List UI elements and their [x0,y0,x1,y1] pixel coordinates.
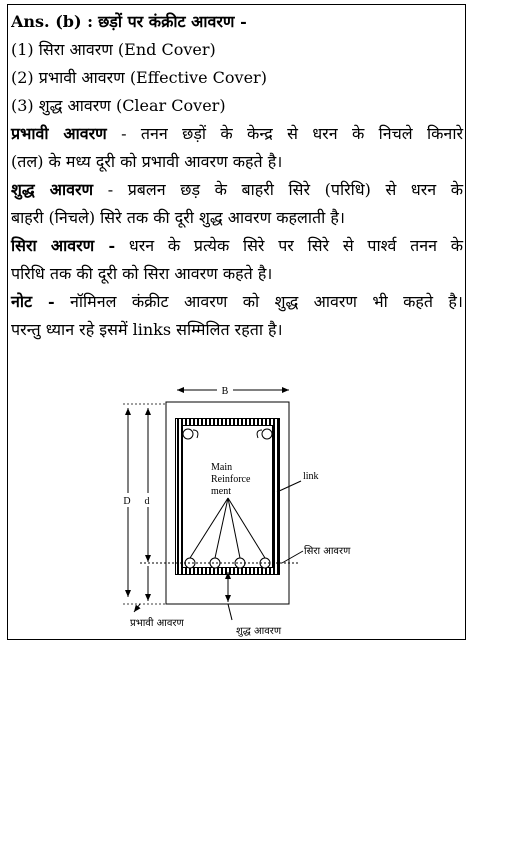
answer-prefix: Ans. (b) : [11,12,93,31]
answer-text [11,8,463,344]
note-text: नॉमिनल कंक्रीट आवरण को शुद्ध आवरण भी कहते है। [54,292,463,311]
answer-title: छड़ों पर कंक्रीट आवरण - [98,12,247,31]
main-reinforcement-label-3: ment [211,486,231,497]
definition-end-cover [11,232,463,260]
cover-type-3: (3) शुद्ध आवरण (Clear Cover) [11,96,226,115]
top-bar-right [262,429,272,439]
effective-cover-label: प्रभावी आवरण [130,618,184,629]
link-label: link [303,471,319,482]
main-reinforcement-label-2: Reinforce [211,474,251,485]
reinforcement-pointers [190,498,265,558]
clear-cover-label: शुद्ध आवरण [236,626,282,637]
definition-text: धरन के प्रत्येक सिरे पर सिरे से पार्श्व तनन के [115,236,464,255]
end-cover-pointer [282,551,303,563]
cover-type-2: (2) प्रभावी आवरण (Effective Cover) [11,68,267,87]
main-bar-2 [210,558,220,568]
definition-term: सिरा आवरण - [11,236,116,255]
depth-d-label: d [144,496,150,507]
depth-D-label: D [123,496,131,507]
definition-continuation: (तल) के मध्य दूरी को प्रभावी आवरण कहते है। [11,152,283,171]
definition-text: - प्रबलन छड़ के बाहरी सिरे (परिधि) से धरन के [93,180,463,199]
beam-section-diagram [120,380,360,642]
main-reinforcement-label-1: Main [211,462,233,473]
definition-term: प्रभावी आवरण [11,124,107,143]
note-term: नोट - [11,292,55,311]
note [11,288,463,316]
definition-clear-cover [11,176,463,204]
cover-type-1: (1) सिरा आवरण (End Cover) [11,40,216,59]
note-continuation: परन्तु ध्यान रहे इसमें links सम्मिलित रहता है। [11,320,283,339]
definition-continuation: बाहरी (निचले) सिरे तक की दूरी शुद्ध आवरण कहलाती है। [11,208,345,227]
definition-term: शुद्ध आवरण [11,180,94,199]
top-bar-left [183,429,193,439]
definition-effective-cover [11,120,463,148]
answer-heading [11,8,463,36]
definition-text: - तनन छड़ों के केन्द्र से धरन के निचले किनारे [106,124,464,143]
width-label: B [221,386,229,397]
end-cover-label: सिरा आवरण [304,546,351,557]
effective-cover-pointer [134,604,140,612]
definition-continuation: परिधि तक की दूरी को सिरा आवरण कहते है। [11,264,273,283]
